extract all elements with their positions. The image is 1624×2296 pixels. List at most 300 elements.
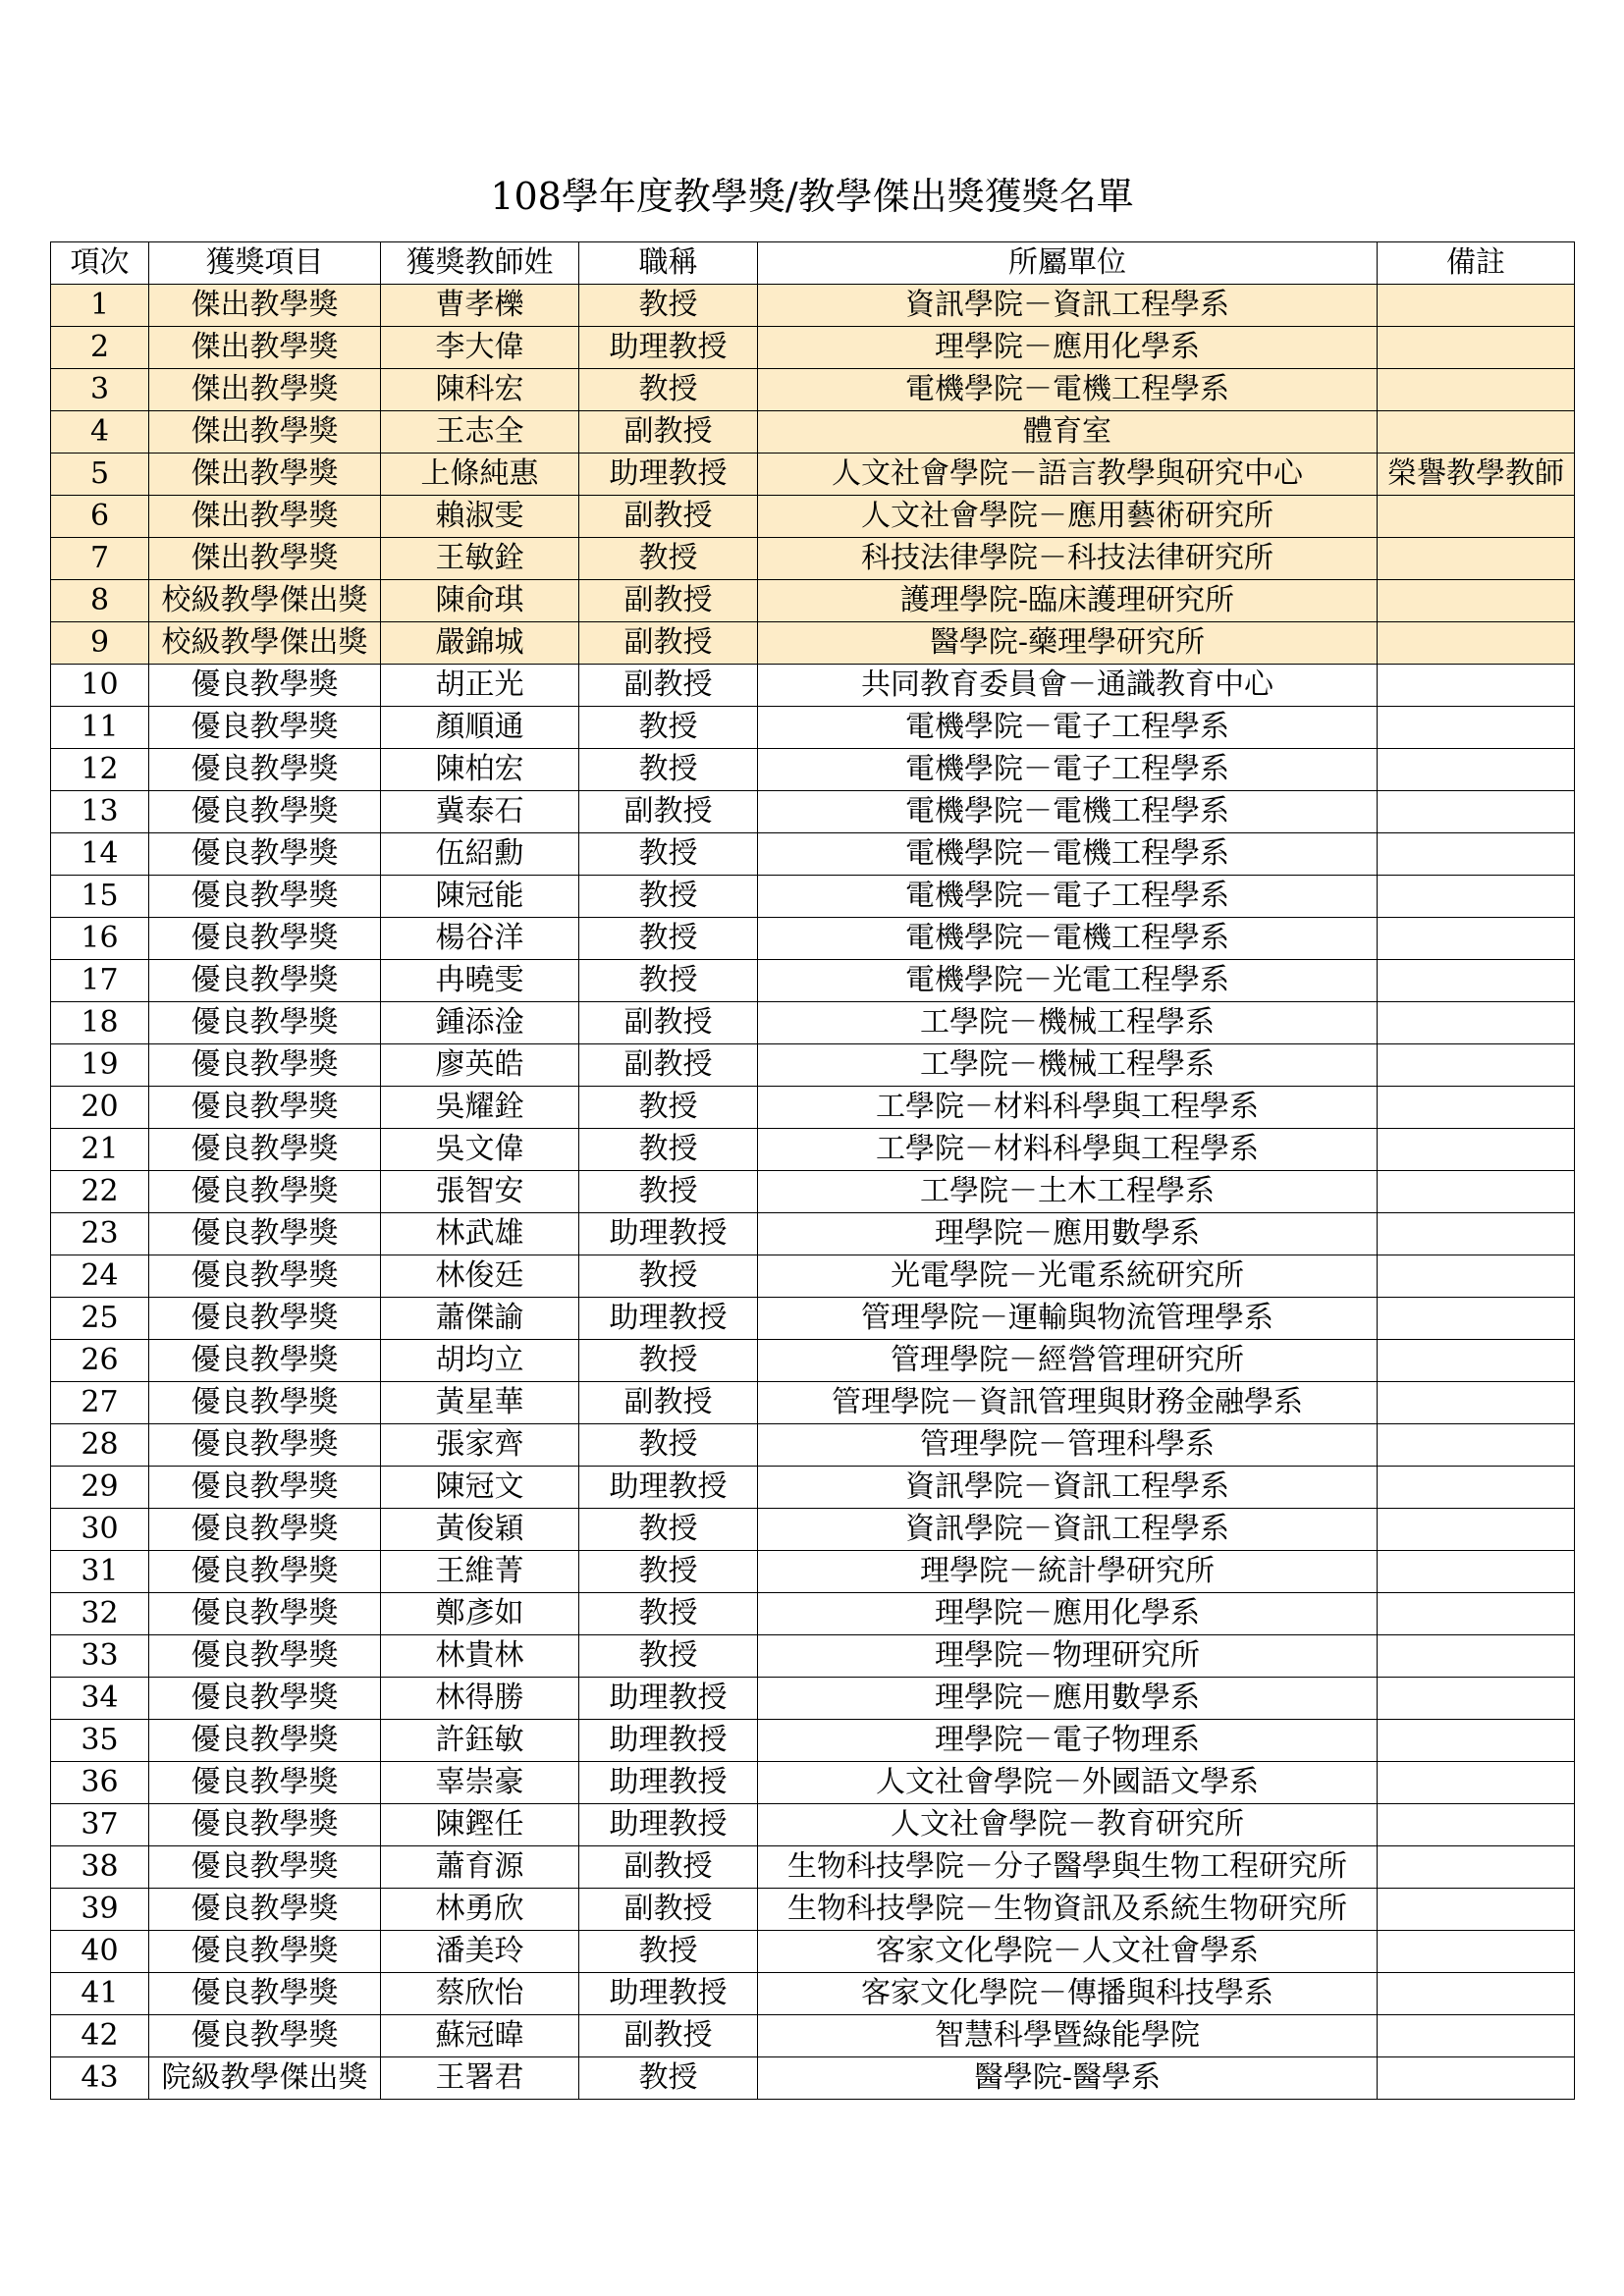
- table-header: [51, 242, 1575, 285]
- note: [1378, 622, 1575, 665]
- job-title: 教授: [579, 876, 758, 918]
- table-row: [51, 749, 1575, 791]
- job-title: 助理教授: [579, 1762, 758, 1804]
- teacher-name: 嚴錦城: [381, 622, 579, 665]
- row-number: 4: [51, 411, 149, 454]
- job-title: 副教授: [579, 1382, 758, 1424]
- header-no: 項次: [51, 242, 149, 285]
- table-row: [51, 1762, 1575, 1804]
- job-title: 教授: [579, 1593, 758, 1635]
- teacher-name: 張智安: [381, 1171, 579, 1213]
- row-number: 12: [51, 749, 149, 791]
- award-table: [50, 241, 1575, 2100]
- award-item: 院級教學傑出獎: [149, 2057, 381, 2100]
- award-item: 傑出教學獎: [149, 411, 381, 454]
- row-number: 35: [51, 1720, 149, 1762]
- job-title: 教授: [579, 1340, 758, 1382]
- award-item: 優良教學獎: [149, 1846, 381, 1889]
- unit-name: 電機學院－電機工程學系: [758, 369, 1378, 411]
- teacher-name: 蔡欣怡: [381, 1973, 579, 2015]
- note: [1378, 1720, 1575, 1762]
- note: [1378, 411, 1575, 454]
- note: [1378, 665, 1575, 707]
- table-row: [51, 1846, 1575, 1889]
- teacher-name: 辜崇豪: [381, 1762, 579, 1804]
- award-item: 校級教學傑出獎: [149, 622, 381, 665]
- teacher-name: 胡正光: [381, 665, 579, 707]
- teacher-name: 冉曉雯: [381, 960, 579, 1002]
- award-item: 優良教學獎: [149, 1889, 381, 1931]
- job-title: 教授: [579, 1509, 758, 1551]
- unit-name: 管理學院－資訊管理與財務金融學系: [758, 1382, 1378, 1424]
- note: [1378, 1298, 1575, 1340]
- award-item: 優良教學獎: [149, 1171, 381, 1213]
- award-item: 優良教學獎: [149, 1213, 381, 1255]
- row-number: 33: [51, 1635, 149, 1678]
- award-item: 優良教學獎: [149, 1762, 381, 1804]
- award-item: 優良教學獎: [149, 1551, 381, 1593]
- row-number: 3: [51, 369, 149, 411]
- note: [1378, 876, 1575, 918]
- unit-name: 共同教育委員會－通識教育中心: [758, 665, 1378, 707]
- table-row: [51, 1087, 1575, 1129]
- unit-name: 工學院－材料科學與工程學系: [758, 1087, 1378, 1129]
- note: [1378, 1255, 1575, 1298]
- table-row: [51, 707, 1575, 749]
- job-title: 助理教授: [579, 1804, 758, 1846]
- award-item: 優良教學獎: [149, 707, 381, 749]
- row-number: 17: [51, 960, 149, 1002]
- job-title: 助理教授: [579, 1678, 758, 1720]
- teacher-name: 鍾添淦: [381, 1002, 579, 1044]
- note: [1378, 496, 1575, 538]
- award-item: 優良教學獎: [149, 1804, 381, 1846]
- job-title: 助理教授: [579, 454, 758, 496]
- table-row: [51, 327, 1575, 369]
- note: [1378, 1467, 1575, 1509]
- table-row: [51, 665, 1575, 707]
- table-row: [51, 791, 1575, 833]
- row-number: 31: [51, 1551, 149, 1593]
- job-title: 教授: [579, 918, 758, 960]
- table-row: [51, 2057, 1575, 2100]
- award-item: 優良教學獎: [149, 1298, 381, 1340]
- note: [1378, 791, 1575, 833]
- award-item: 優良教學獎: [149, 1931, 381, 1973]
- table-row: [51, 622, 1575, 665]
- unit-name: 工學院－材料科學與工程學系: [758, 1129, 1378, 1171]
- note: [1378, 285, 1575, 327]
- note: [1378, 918, 1575, 960]
- table-row: [51, 369, 1575, 411]
- header-row: [51, 242, 1575, 285]
- award-item: 優良教學獎: [149, 1973, 381, 2015]
- note: [1378, 538, 1575, 580]
- row-number: 6: [51, 496, 149, 538]
- note: [1378, 2015, 1575, 2057]
- unit-name: 體育室: [758, 411, 1378, 454]
- unit-name: 工學院－機械工程學系: [758, 1002, 1378, 1044]
- table-row: [51, 2015, 1575, 2057]
- unit-name: 資訊學院－資訊工程學系: [758, 1509, 1378, 1551]
- award-item: 優良教學獎: [149, 1129, 381, 1171]
- unit-name: 醫學院-醫學系: [758, 2057, 1378, 2100]
- teacher-name: 伍紹勳: [381, 833, 579, 876]
- unit-name: 人文社會學院－應用藝術研究所: [758, 496, 1378, 538]
- job-title: 教授: [579, 1635, 758, 1678]
- note: [1378, 1635, 1575, 1678]
- job-title: 教授: [579, 749, 758, 791]
- award-item: 優良教學獎: [149, 918, 381, 960]
- award-item: 傑出教學獎: [149, 285, 381, 327]
- row-number: 19: [51, 1044, 149, 1087]
- teacher-name: 冀泰石: [381, 791, 579, 833]
- teacher-name: 鄭彥如: [381, 1593, 579, 1635]
- teacher-name: 陳俞琪: [381, 580, 579, 622]
- job-title: 副教授: [579, 1044, 758, 1087]
- award-item: 優良教學獎: [149, 1382, 381, 1424]
- row-number: 41: [51, 1973, 149, 2015]
- row-number: 43: [51, 2057, 149, 2100]
- table-row: [51, 1931, 1575, 1973]
- unit-name: 理學院－統計學研究所: [758, 1551, 1378, 1593]
- header-unit: 所屬單位: [758, 242, 1378, 285]
- table-row: [51, 1678, 1575, 1720]
- teacher-name: 張家齊: [381, 1424, 579, 1467]
- award-item: 優良教學獎: [149, 1720, 381, 1762]
- unit-name: 生物科技學院－生物資訊及系統生物研究所: [758, 1889, 1378, 1931]
- row-number: 23: [51, 1213, 149, 1255]
- table-row: [51, 1382, 1575, 1424]
- unit-name: 人文社會學院－教育研究所: [758, 1804, 1378, 1846]
- award-item: 優良教學獎: [149, 665, 381, 707]
- unit-name: 資訊學院－資訊工程學系: [758, 1467, 1378, 1509]
- teacher-name: 陳冠文: [381, 1467, 579, 1509]
- teacher-name: 胡均立: [381, 1340, 579, 1382]
- job-title: 教授: [579, 2057, 758, 2100]
- table-row: [51, 1551, 1575, 1593]
- row-number: 40: [51, 1931, 149, 1973]
- table-row: [51, 1635, 1575, 1678]
- note: [1378, 327, 1575, 369]
- row-number: 11: [51, 707, 149, 749]
- job-title: 教授: [579, 369, 758, 411]
- unit-name: 光電學院－光電系統研究所: [758, 1255, 1378, 1298]
- job-title: 副教授: [579, 580, 758, 622]
- award-item: 優良教學獎: [149, 1509, 381, 1551]
- table-row: [51, 580, 1575, 622]
- table-row: [51, 285, 1575, 327]
- table-row: [51, 833, 1575, 876]
- note: [1378, 1762, 1575, 1804]
- teacher-name: 王署君: [381, 2057, 579, 2100]
- job-title: 教授: [579, 1129, 758, 1171]
- award-item: 優良教學獎: [149, 1255, 381, 1298]
- table-row: [51, 1213, 1575, 1255]
- teacher-name: 賴淑雯: [381, 496, 579, 538]
- row-number: 7: [51, 538, 149, 580]
- row-number: 8: [51, 580, 149, 622]
- table-row: [51, 454, 1575, 496]
- job-title: 副教授: [579, 1889, 758, 1931]
- award-item: 優良教學獎: [149, 833, 381, 876]
- award-item: 優良教學獎: [149, 749, 381, 791]
- job-title: 教授: [579, 1255, 758, 1298]
- job-title: 副教授: [579, 411, 758, 454]
- table-row: [51, 1889, 1575, 1931]
- table-row: [51, 1340, 1575, 1382]
- unit-name: 理學院－物理研究所: [758, 1635, 1378, 1678]
- table-row: [51, 1593, 1575, 1635]
- table-row: [51, 1467, 1575, 1509]
- award-item: 優良教學獎: [149, 1044, 381, 1087]
- unit-name: 生物科技學院－分子醫學與生物工程研究所: [758, 1846, 1378, 1889]
- unit-name: 理學院－電子物理系: [758, 1720, 1378, 1762]
- award-item: 優良教學獎: [149, 960, 381, 1002]
- teacher-name: 陳鏗任: [381, 1804, 579, 1846]
- table-row: [51, 1424, 1575, 1467]
- job-title: 教授: [579, 1087, 758, 1129]
- teacher-name: 林得勝: [381, 1678, 579, 1720]
- table-row: [51, 960, 1575, 1002]
- table-row: [51, 1002, 1575, 1044]
- note: [1378, 1931, 1575, 1973]
- teacher-name: 黃俊穎: [381, 1509, 579, 1551]
- row-number: 26: [51, 1340, 149, 1382]
- teacher-name: 黃星華: [381, 1382, 579, 1424]
- award-item: 優良教學獎: [149, 1635, 381, 1678]
- teacher-name: 林貴林: [381, 1635, 579, 1678]
- award-item: 優良教學獎: [149, 1678, 381, 1720]
- job-title: 副教授: [579, 1846, 758, 1889]
- table-row: [51, 1509, 1575, 1551]
- teacher-name: 顏順通: [381, 707, 579, 749]
- row-number: 37: [51, 1804, 149, 1846]
- teacher-name: 吳耀銓: [381, 1087, 579, 1129]
- teacher-name: 陳柏宏: [381, 749, 579, 791]
- unit-name: 電機學院－電機工程學系: [758, 833, 1378, 876]
- note: [1378, 1678, 1575, 1720]
- row-number: 20: [51, 1087, 149, 1129]
- job-title: 教授: [579, 1424, 758, 1467]
- row-number: 28: [51, 1424, 149, 1467]
- teacher-name: 上條純惠: [381, 454, 579, 496]
- job-title: 教授: [579, 1931, 758, 1973]
- job-title: 助理教授: [579, 1720, 758, 1762]
- unit-name: 電機學院－電子工程學系: [758, 707, 1378, 749]
- row-number: 30: [51, 1509, 149, 1551]
- row-number: 29: [51, 1467, 149, 1509]
- teacher-name: 王維菁: [381, 1551, 579, 1593]
- header-job-title: 職稱: [579, 242, 758, 285]
- table-row: [51, 1973, 1575, 2015]
- note: [1378, 960, 1575, 1002]
- note: [1378, 1973, 1575, 2015]
- teacher-name: 許鈺敏: [381, 1720, 579, 1762]
- job-title: 助理教授: [579, 327, 758, 369]
- award-item: 優良教學獎: [149, 876, 381, 918]
- row-number: 24: [51, 1255, 149, 1298]
- note: [1378, 1424, 1575, 1467]
- job-title: 教授: [579, 285, 758, 327]
- award-item: 優良教學獎: [149, 1087, 381, 1129]
- unit-name: 人文社會學院－外國語文學系: [758, 1762, 1378, 1804]
- teacher-name: 楊谷洋: [381, 918, 579, 960]
- table-row: [51, 1044, 1575, 1087]
- unit-name: 電機學院－光電工程學系: [758, 960, 1378, 1002]
- unit-name: 管理學院－管理科學系: [758, 1424, 1378, 1467]
- unit-name: 理學院－應用數學系: [758, 1213, 1378, 1255]
- award-item: 優良教學獎: [149, 1467, 381, 1509]
- award-item: 傑出教學獎: [149, 496, 381, 538]
- table-row: [51, 918, 1575, 960]
- row-number: 9: [51, 622, 149, 665]
- teacher-name: 蕭傑諭: [381, 1298, 579, 1340]
- row-number: 27: [51, 1382, 149, 1424]
- note: [1378, 1002, 1575, 1044]
- job-title: 副教授: [579, 496, 758, 538]
- table-row: [51, 1720, 1575, 1762]
- row-number: 18: [51, 1002, 149, 1044]
- award-item: 傑出教學獎: [149, 327, 381, 369]
- award-item: 校級教學傑出獎: [149, 580, 381, 622]
- row-number: 10: [51, 665, 149, 707]
- teacher-name: 蕭育源: [381, 1846, 579, 1889]
- job-title: 助理教授: [579, 1213, 758, 1255]
- row-number: 5: [51, 454, 149, 496]
- row-number: 2: [51, 327, 149, 369]
- row-number: 13: [51, 791, 149, 833]
- note: [1378, 1846, 1575, 1889]
- unit-name: 人文社會學院－語言教學與研究中心: [758, 454, 1378, 496]
- note: [1378, 1213, 1575, 1255]
- job-title: 副教授: [579, 622, 758, 665]
- row-number: 38: [51, 1846, 149, 1889]
- note: [1378, 1044, 1575, 1087]
- note: 榮譽教學教師: [1378, 454, 1575, 496]
- row-number: 21: [51, 1129, 149, 1171]
- unit-name: 理學院－應用化學系: [758, 1593, 1378, 1635]
- row-number: 36: [51, 1762, 149, 1804]
- note: [1378, 1382, 1575, 1424]
- unit-name: 電機學院－電子工程學系: [758, 876, 1378, 918]
- unit-name: 理學院－應用化學系: [758, 327, 1378, 369]
- note: [1378, 1087, 1575, 1129]
- table-row: [51, 1255, 1575, 1298]
- row-number: 15: [51, 876, 149, 918]
- note: [1378, 1340, 1575, 1382]
- note: [1378, 580, 1575, 622]
- job-title: 副教授: [579, 1002, 758, 1044]
- row-number: 32: [51, 1593, 149, 1635]
- teacher-name: 林俊廷: [381, 1255, 579, 1298]
- unit-name: 客家文化學院－人文社會學系: [758, 1931, 1378, 1973]
- row-number: 14: [51, 833, 149, 876]
- note: [1378, 1509, 1575, 1551]
- note: [1378, 1129, 1575, 1171]
- note: [1378, 749, 1575, 791]
- award-item: 優良教學獎: [149, 1424, 381, 1467]
- award-item: 傑出教學獎: [149, 454, 381, 496]
- header-award-item: 獲獎項目: [149, 242, 381, 285]
- award-item: 傑出教學獎: [149, 538, 381, 580]
- award-item: 優良教學獎: [149, 1593, 381, 1635]
- teacher-name: 陳科宏: [381, 369, 579, 411]
- teacher-name: 潘美玲: [381, 1931, 579, 1973]
- teacher-name: 林武雄: [381, 1213, 579, 1255]
- row-number: 42: [51, 2015, 149, 2057]
- row-number: 16: [51, 918, 149, 960]
- unit-name: 智慧科學暨綠能學院: [758, 2015, 1378, 2057]
- table-body: [51, 285, 1575, 2100]
- unit-name: 工學院－機械工程學系: [758, 1044, 1378, 1087]
- job-title: 副教授: [579, 2015, 758, 2057]
- teacher-name: 曹孝櫟: [381, 285, 579, 327]
- note: [1378, 833, 1575, 876]
- unit-name: 電機學院－電子工程學系: [758, 749, 1378, 791]
- job-title: 教授: [579, 1171, 758, 1213]
- teacher-name: 陳冠能: [381, 876, 579, 918]
- unit-name: 電機學院－電機工程學系: [758, 791, 1378, 833]
- page-title: 108學年度教學獎/教學傑出獎獲獎名單: [490, 175, 1134, 218]
- award-item: 優良教學獎: [149, 1340, 381, 1382]
- note: [1378, 1551, 1575, 1593]
- note: [1378, 707, 1575, 749]
- note: [1378, 1171, 1575, 1213]
- header-teacher-name: 獲獎教師姓: [381, 242, 579, 285]
- table-row: [51, 538, 1575, 580]
- award-item: 傑出教學獎: [149, 369, 381, 411]
- row-number: 1: [51, 285, 149, 327]
- teacher-name: 林勇欣: [381, 1889, 579, 1931]
- job-title: 副教授: [579, 791, 758, 833]
- row-number: 25: [51, 1298, 149, 1340]
- unit-name: 客家文化學院－傳播與科技學系: [758, 1973, 1378, 2015]
- job-title: 教授: [579, 707, 758, 749]
- unit-name: 醫學院-藥理學研究所: [758, 622, 1378, 665]
- table-row: [51, 1171, 1575, 1213]
- note: [1378, 369, 1575, 411]
- table-row: [51, 496, 1575, 538]
- unit-name: 科技法律學院－科技法律研究所: [758, 538, 1378, 580]
- teacher-name: 王志全: [381, 411, 579, 454]
- unit-name: 電機學院－電機工程學系: [758, 918, 1378, 960]
- job-title: 教授: [579, 833, 758, 876]
- unit-name: 資訊學院－資訊工程學系: [758, 285, 1378, 327]
- award-item: 優良教學獎: [149, 1002, 381, 1044]
- job-title: 教授: [579, 1551, 758, 1593]
- note: [1378, 1593, 1575, 1635]
- unit-name: 管理學院－經營管理研究所: [758, 1340, 1378, 1382]
- note: [1378, 1889, 1575, 1931]
- job-title: 助理教授: [579, 1467, 758, 1509]
- unit-name: 護理學院-臨床護理研究所: [758, 580, 1378, 622]
- table-row: [51, 1804, 1575, 1846]
- row-number: 39: [51, 1889, 149, 1931]
- unit-name: 理學院－應用數學系: [758, 1678, 1378, 1720]
- row-number: 34: [51, 1678, 149, 1720]
- table-row: [51, 876, 1575, 918]
- teacher-name: 廖英皓: [381, 1044, 579, 1087]
- note: [1378, 2057, 1575, 2100]
- table-row: [51, 1298, 1575, 1340]
- table-row: [51, 1129, 1575, 1171]
- unit-name: 工學院－土木工程學系: [758, 1171, 1378, 1213]
- table-row: [51, 411, 1575, 454]
- award-item: 優良教學獎: [149, 791, 381, 833]
- job-title: 助理教授: [579, 1298, 758, 1340]
- job-title: 副教授: [579, 665, 758, 707]
